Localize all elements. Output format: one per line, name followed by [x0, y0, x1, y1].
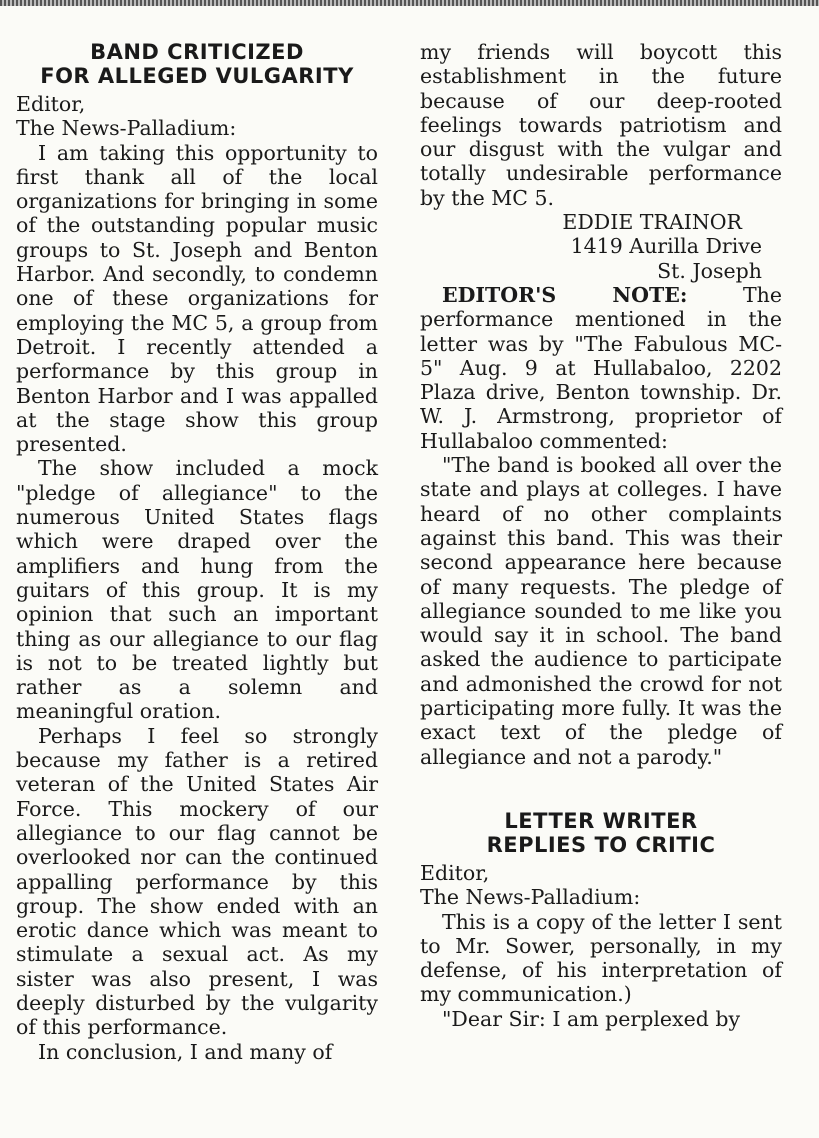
salutation-paper: The News-Palladium:	[16, 116, 237, 141]
salutation-paper-2: The News-Palladium:	[420, 885, 641, 910]
headline-line-1: BAND CRITICIZED	[90, 40, 304, 64]
reply-paragraph-2: "Dear Sir: I am perplexed by	[442, 1006, 741, 1031]
page-top-rule	[0, 0, 819, 6]
proprietor-quote: "The band is booked all over the state and plays at colleges. I have heard of no other complaints against this band. This was their second appearance here because of many requests. The pledge of allegiance sounded to me like you would say it in school. The band asked the audience to participate and admonished the crowd for not participating more fully. It was the exact text of the pledge of allegiance and not a parody."	[420, 453, 782, 769]
letter-paragraph-3: Perhaps I feel so strongly because my father is a retired veteran of the United States Air Force. This mockery of our allegiance to our flag cannot be overlooked nor can the continued appalling performance by this group. The show ended with an erotic dance which was meant to stimulate a sexual act. As my sister was also present, I was deeply disturbed by the vulgarity of this performance.	[16, 723, 378, 1040]
editors-note	[420, 283, 782, 453]
headline2-line-1: LETTER WRITER	[504, 808, 698, 833]
signature-name: EDDIE TRAINOR	[562, 210, 742, 235]
letter-paragraph-4: In conclusion, I and many of	[38, 1039, 333, 1064]
right-column	[420, 40, 782, 1031]
reply-paragraph-1: This is a copy of the letter I sent to Mr. Sower, personally, in my defense, of his interpretation of my communication.)	[420, 909, 782, 1007]
letter-continuation: my friends will boycott this establishment in the future because of our deep-rooted feelings towards patriotism and our disgust with the vulgar and totally undesirable performance by the MC 5.	[420, 40, 782, 210]
salutation-editor: Editor,	[16, 92, 86, 116]
headline2-line-2: REPLIES TO CRITIC	[486, 832, 716, 857]
headline-line-2: FOR ALLEGED VULGARITY	[40, 64, 354, 88]
salutation-editor-2: Editor,	[420, 860, 490, 885]
letter-paragraph-1: I am taking this opportunity to first thank all of the local organizations for bringing in some of the outstanding popular music groups to St. Joseph and Benton Harbor. And secondly, to condemn one of these organizations for employing the MC 5, a group from Detroit. I recently attended a performance by this group in Benton Harbor and I was appalled at the stage show this group presented.	[16, 140, 378, 457]
spacer	[420, 769, 782, 809]
editors-note-label: EDITOR'S NOTE:	[442, 282, 688, 307]
editors-note-text: The performance mentioned in the letter was by "The Fabulous MC-5" Aug. 9 at Hullabaloo, 2202 Plaza drive, Benton township. Dr. W. J. Armstrong, proprietor of Hullabaloo commented:	[420, 282, 782, 453]
letter-paragraph-2: The show included a mock "pledge of allegiance" to the numerous United States flags which were draped over the amplifiers and hung from the guitars of this group. It is my opinion that such an important thing as our allegiance to our flag is not to be treated lightly but rather as a solemn and meaningful oration.	[16, 456, 378, 724]
left-column	[16, 40, 378, 1064]
signature-city: St. Joseph	[657, 258, 762, 283]
signature-address: 1419 Aurilla Drive	[570, 234, 762, 259]
